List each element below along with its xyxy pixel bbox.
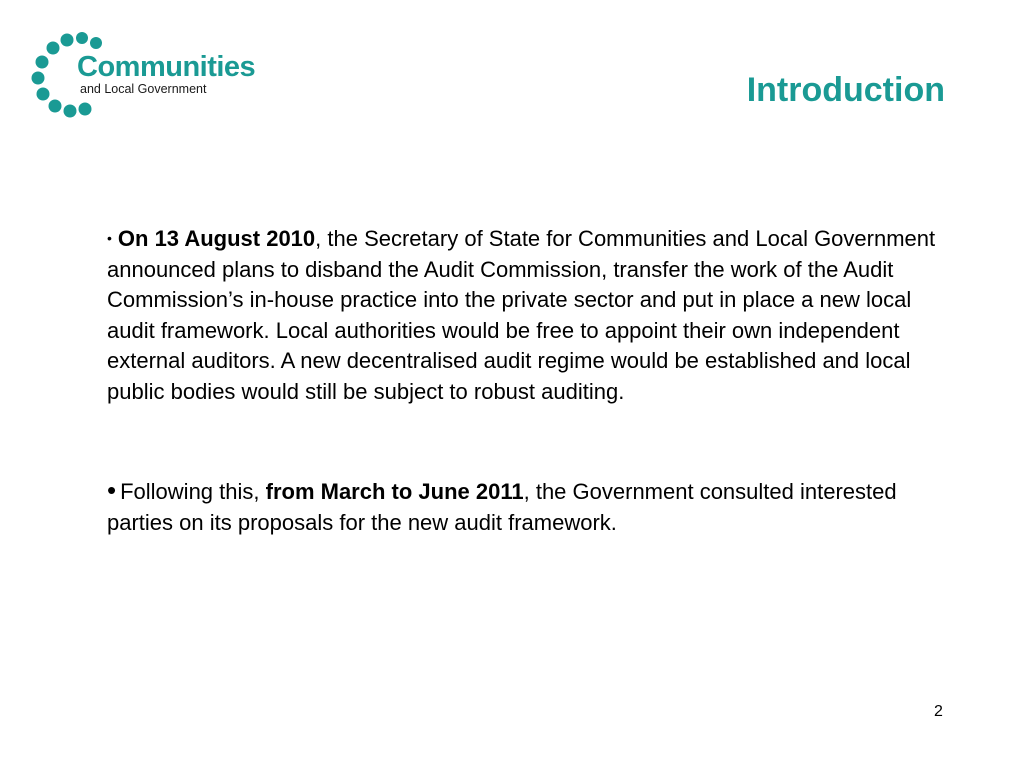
bullet-icon: • bbox=[107, 230, 112, 246]
logo-line-communities: Communities bbox=[77, 51, 256, 83]
slide-body bbox=[107, 223, 947, 538]
bullet-icon: • bbox=[107, 475, 117, 505]
page-number: 2 bbox=[934, 703, 943, 720]
slide-title: Introduction bbox=[746, 71, 945, 109]
logo-line-local-government: and Local Government bbox=[80, 82, 207, 96]
bullet-prefix: Following this, bbox=[120, 479, 266, 504]
bullet-text: , the Government consulted interested parties on its proposals for the new audit framework. bbox=[107, 479, 897, 535]
communities-logo bbox=[30, 32, 270, 122]
logo-wordmark bbox=[77, 52, 255, 96]
bullet-text: , the Secretary of State for Communities and Local Government announced plans to disband the Audit Commission, transfer the work of the Audit Commission’s in-house practice into the private sector and put in place a new local audit framework. Local authorities would be free to appoint their own independent external auditors. A new decentralised audit regime would be established and local public bodies would still be subject to robust auditing. bbox=[107, 226, 936, 404]
bullet-date-highlight: from March to June 2011 bbox=[265, 479, 524, 504]
bullet-date-highlight: On 13 August 2010 bbox=[117, 226, 316, 251]
bullet-paragraph bbox=[107, 475, 947, 538]
bullet-paragraph bbox=[107, 223, 947, 407]
